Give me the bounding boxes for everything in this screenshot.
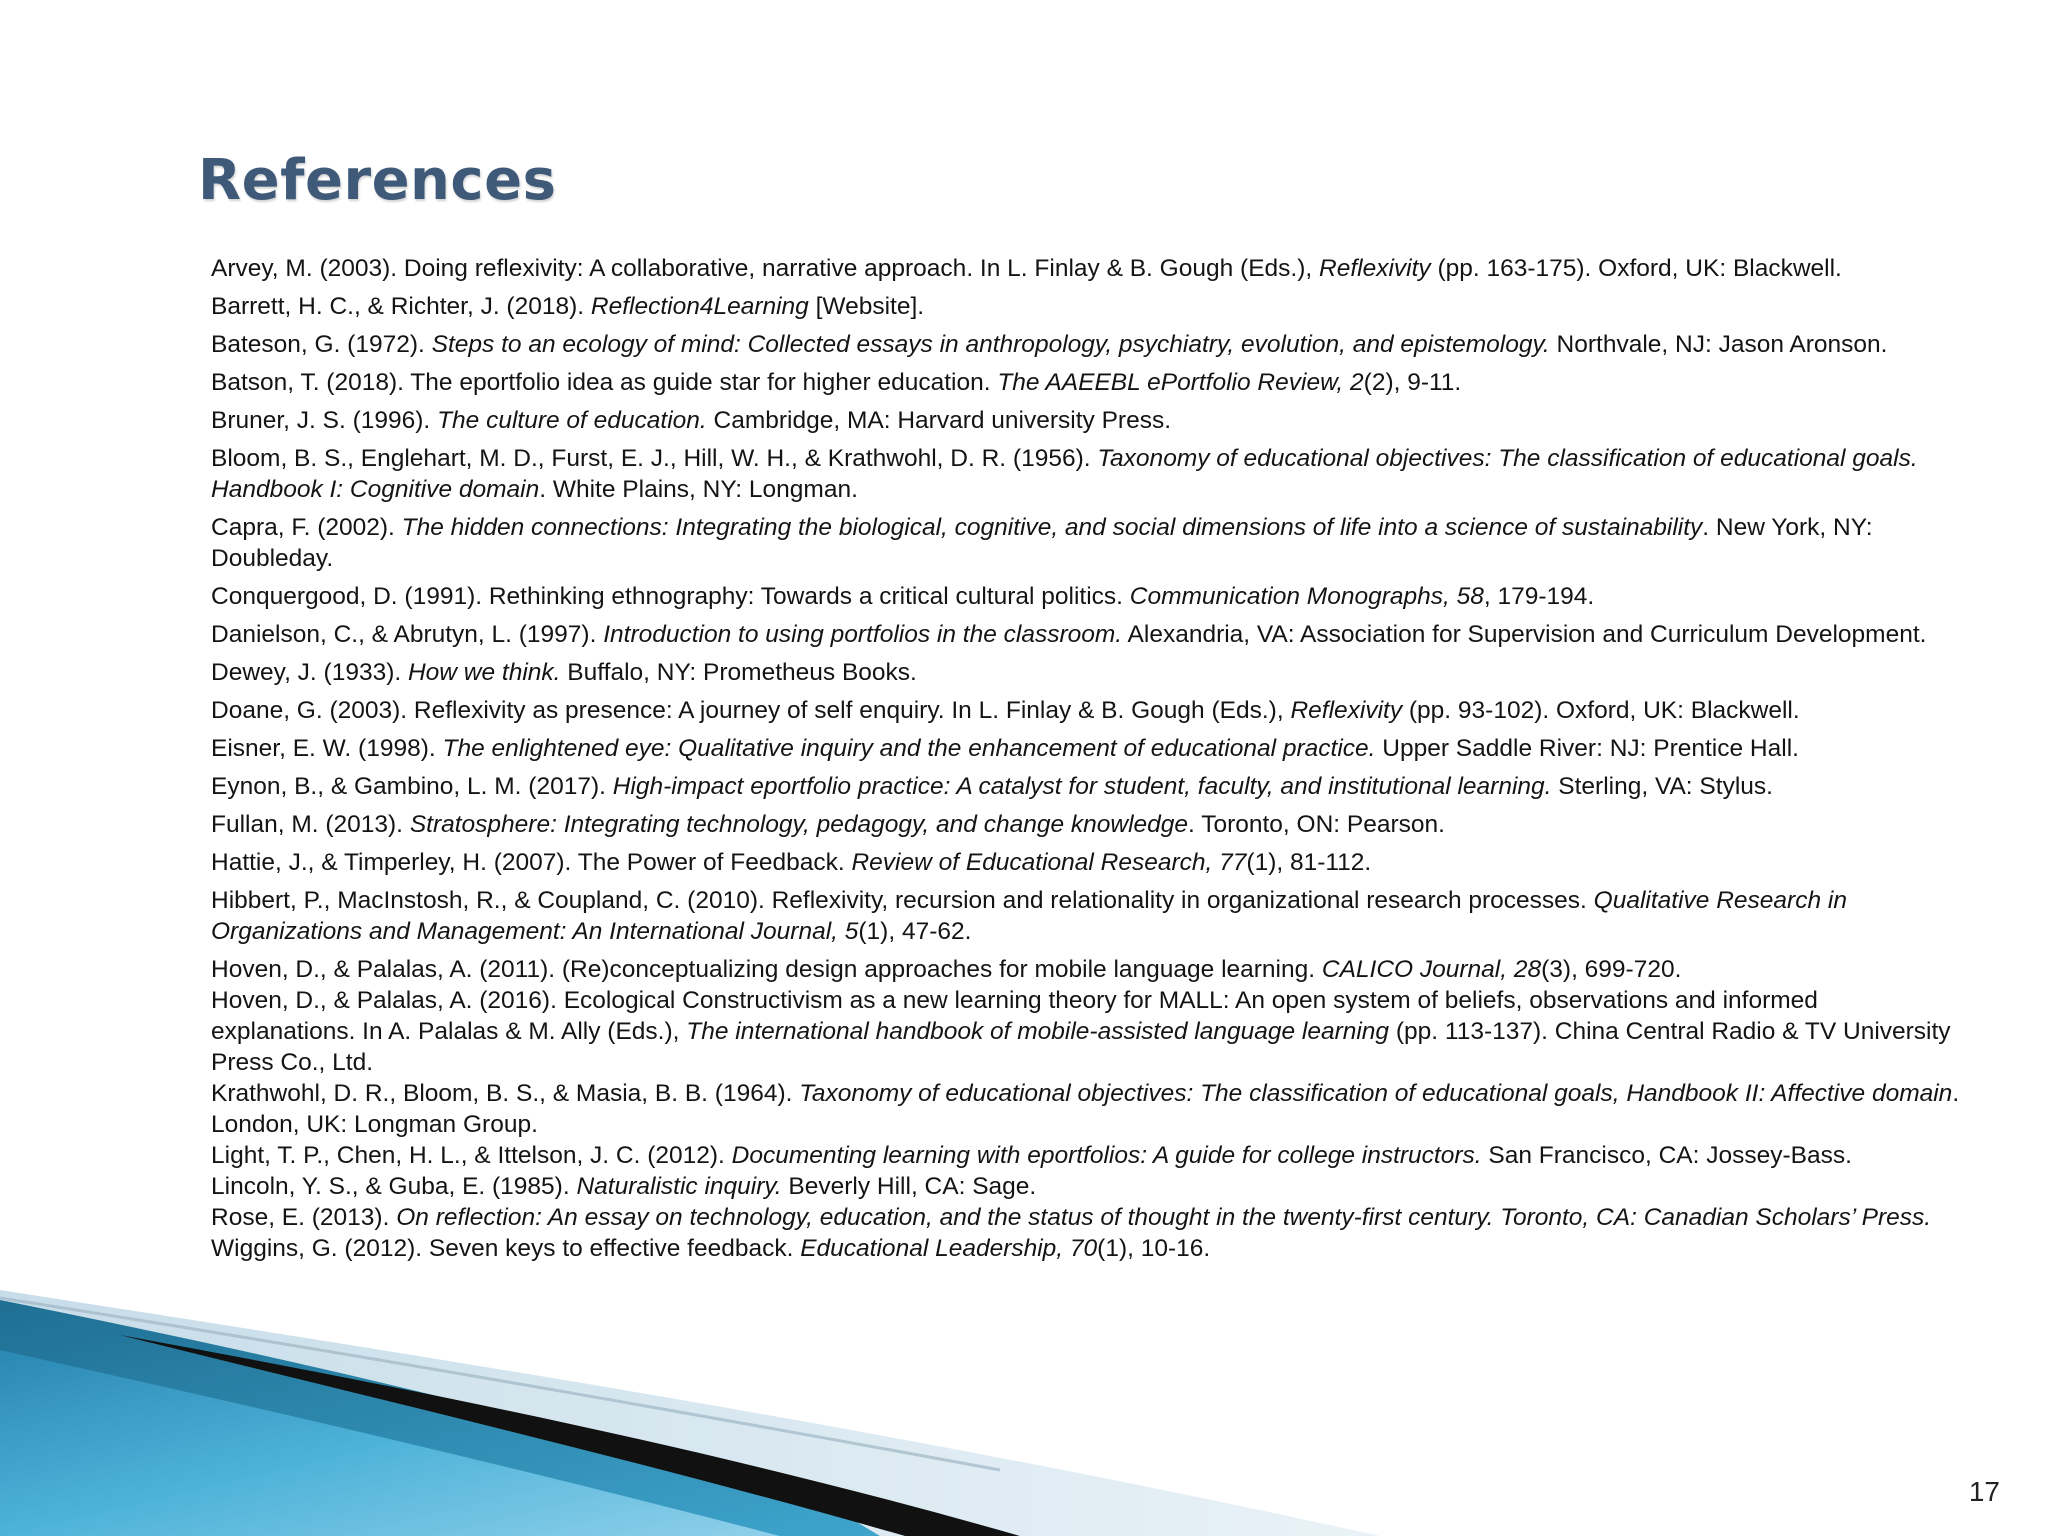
page-number: 17 [1968, 1476, 2000, 1507]
reference-entry [211, 809, 1966, 840]
reference-text: (pp. 113-137). China Central Radio & TV University Press Co., Ltd. [211, 1018, 1951, 1076]
reference-italic-text: Reflexivity [1290, 697, 1403, 724]
reference-entry [211, 695, 1966, 726]
reference-text: Sterling, VA: Stylus. [1551, 773, 1773, 800]
reference-text: . New York, NY: Doubleday. [211, 514, 1873, 572]
slide-title: References [198, 148, 557, 213]
reference-text: [Website]. [808, 293, 925, 320]
reference-text: Beverly Hill, CA: Sage. [781, 1173, 1037, 1200]
reference-text: Danielson, C., & Abrutyn, L. (1997). [211, 621, 604, 648]
reference-text: Bateson, G. (1972). [211, 331, 432, 358]
reference-text: Hattie, J., & Timperley, H. (2007). The Power of Feedback. [211, 849, 852, 876]
reference-text: Doane, G. (2003). Reflexivity as presence: A journey of self enquiry. In L. Finlay & B. Gough (Eds.), [211, 697, 1291, 724]
reference-text: (1), 81-112. [1246, 849, 1372, 876]
reference-text: Cambridge, MA: Harvard university Press. [706, 407, 1172, 434]
reference-list [211, 253, 1966, 1271]
reference-text: (pp. 163-175). Oxford, UK: Blackwell. [1430, 255, 1842, 282]
reference-entry [211, 657, 1966, 688]
reference-italic-text: Reflexivity [1319, 255, 1431, 282]
reference-italic-text: The AAEEBL ePortfolio Review, 2 [997, 369, 1364, 396]
reference-text: Northvale, NJ: Jason Aronson. [1549, 331, 1888, 358]
reference-entry [211, 443, 1966, 505]
reference-text: Upper Saddle River: NJ: Prentice Hall. [1375, 735, 1799, 762]
reference-text: . Toronto, ON: Pearson. [1188, 811, 1445, 838]
reference-text: Krathwohl, D. R., Bloom, B. S., & Masia, B. B. (1964). [211, 1080, 800, 1107]
reference-text: Batson, T. (2018). The eportfolio idea as guide star for higher education. [211, 369, 998, 396]
reference-entry [211, 329, 1966, 360]
reference-text: (pp. 93-102). Oxford, UK: Blackwell. [1402, 697, 1800, 724]
reference-entry [211, 512, 1966, 574]
reference-text: San Francisco, CA: Jossey-Bass. [1481, 1142, 1852, 1169]
reference-text: Wiggins, G. (2012). Seven keys to effective feedback. [211, 1235, 801, 1262]
reference-italic-text: The hidden connections: Integrating the biological, cognitive, and social dimensions of life into a science of sustainability [401, 514, 1703, 541]
reference-text: Rose, E. (2013). [211, 1204, 397, 1231]
reference-italic-text: Educational Leadership, 70 [800, 1235, 1098, 1262]
reference-italic-text: Steps to an ecology of mind: Collected essays in anthropology, psychiatry, evolution, and epistemology. [431, 331, 1550, 358]
reference-text: . London, UK: Longman Group. [211, 1080, 1960, 1138]
reference-text: (3), 699-720. [1541, 956, 1682, 983]
reference-italic-text: The international handbook of mobile-assisted language learning [686, 1018, 1390, 1045]
reference-entry [211, 847, 1966, 878]
reference-text: Bruner, J. S. (1996). [211, 407, 438, 434]
reference-text: Barrett, H. C., & Richter, J. (2018). [211, 293, 591, 320]
reference-text: Hoven, D., & Palalas, A. (2011). (Re)conceptualizing design approaches for mobile language learning. [211, 956, 1322, 983]
reference-text: Eisner, E. W. (1998). [211, 735, 443, 762]
reference-italic-text: CALICO Journal, 28 [1321, 956, 1542, 983]
reference-text: . White Plains, NY: Longman. [539, 476, 858, 503]
reference-text: (1), 10-16. [1097, 1235, 1211, 1262]
reference-italic-text: Stratosphere: Integrating technology, pedagogy, and change knowledge [409, 811, 1189, 838]
reference-entry [211, 954, 1966, 985]
reference-entry [211, 291, 1966, 322]
reference-entry [211, 1202, 1966, 1233]
reference-italic-text: Taxonomy of educational objectives: The classification of educational goals. Handbook I: Cognitive domain [211, 445, 1918, 503]
reference-entry [211, 885, 1966, 947]
reference-italic-text: Reflection4Learning [590, 293, 809, 320]
reference-text: , 179-194. [1483, 583, 1595, 610]
reference-entry [211, 1171, 1966, 1202]
reference-entry [211, 619, 1966, 650]
reference-italic-text: High-impact eportfolio practice: A catalyst for student, faculty, and institutional learning. [612, 773, 1552, 800]
reference-italic-text: Introduction to using portfolios in the classroom. [603, 621, 1123, 648]
reference-text: Light, T. P., Chen, H. L., & Ittelson, J. C. (2012). [211, 1142, 732, 1169]
reference-text: Arvey, M. (2003). Doing reflexivity: A collaborative, narrative approach. In L. Finlay & B. Gough (Eds.), [211, 255, 1319, 282]
reference-text: Dewey, J. (1933). [211, 659, 408, 686]
reference-italic-text: Communication Monographs, 58 [1129, 583, 1484, 610]
reference-entry [211, 985, 1966, 1078]
reference-italic-text: Qualitative Research in Organizations and Management: An International Journal, 5 [211, 887, 1847, 945]
reference-text: Eynon, B., & Gambino, L. M. (2017). [211, 773, 613, 800]
reference-text: Fullan, M. (2013). [211, 811, 410, 838]
reference-entry [211, 405, 1966, 436]
reference-text: (2), 9-11. [1363, 369, 1462, 396]
reference-text: Bloom, B. S., Englehart, M. D., Furst, E. J., Hill, W. H., & Krathwohl, D. R. (1956). [211, 445, 1098, 472]
reference-text: Buffalo, NY: Prometheus Books. [560, 659, 917, 686]
reference-text: (1), 47-62. [858, 918, 972, 945]
reference-entry [211, 771, 1966, 802]
reference-entry [211, 581, 1966, 612]
reference-entry [211, 1078, 1966, 1140]
reference-entry [211, 253, 1966, 284]
reference-entry [211, 733, 1966, 764]
reference-text: Lincoln, Y. S., & Guba, E. (1985). [211, 1173, 577, 1200]
reference-italic-text: The culture of education. [437, 407, 707, 434]
reference-entry [211, 1140, 1966, 1171]
reference-italic-text: Review of Educational Research, 77 [851, 849, 1247, 876]
reference-text: Hibbert, P., MacInstosh, R., & Coupland, C. (2010). Reflexivity, recursion and relationality in organizational research processes. [211, 887, 1594, 914]
reference-text: Conquergood, D. (1991). Rethinking ethnography: Towards a critical cultural politics. [211, 583, 1130, 610]
reference-italic-text: On reflection: An essay on technology, education, and the status of thought in the twenty-first century. Toronto, CA: Canadian Scholars’ Press. [396, 1204, 1932, 1231]
reference-italic-text: Naturalistic inquiry. [576, 1173, 782, 1200]
reference-italic-text: The enlightened eye: Qualitative inquiry and the enhancement of educational practice. [442, 735, 1376, 762]
reference-text: Alexandria, VA: Association for Supervision and Curriculum Development. [1122, 621, 1927, 648]
reference-italic-text: Taxonomy of educational objectives: The classification of educational goals, Handbook II: Affective domain [799, 1080, 1953, 1107]
reference-entry [211, 367, 1966, 398]
reference-italic-text: How we think. [407, 659, 561, 686]
reference-italic-text: Documenting learning with eportfolios: A guide for college instructors. [731, 1142, 1482, 1169]
reference-entry [211, 1233, 1966, 1264]
reference-text: Hoven, D., & Palalas, A. (2016). Ecological Constructivism as a new learning theory for MALL: An open system of beliefs, observations and informed explanations. In A. Palalas & M. Ally (Eds.), [211, 987, 1818, 1045]
reference-text: Capra, F. (2002). [211, 514, 402, 541]
